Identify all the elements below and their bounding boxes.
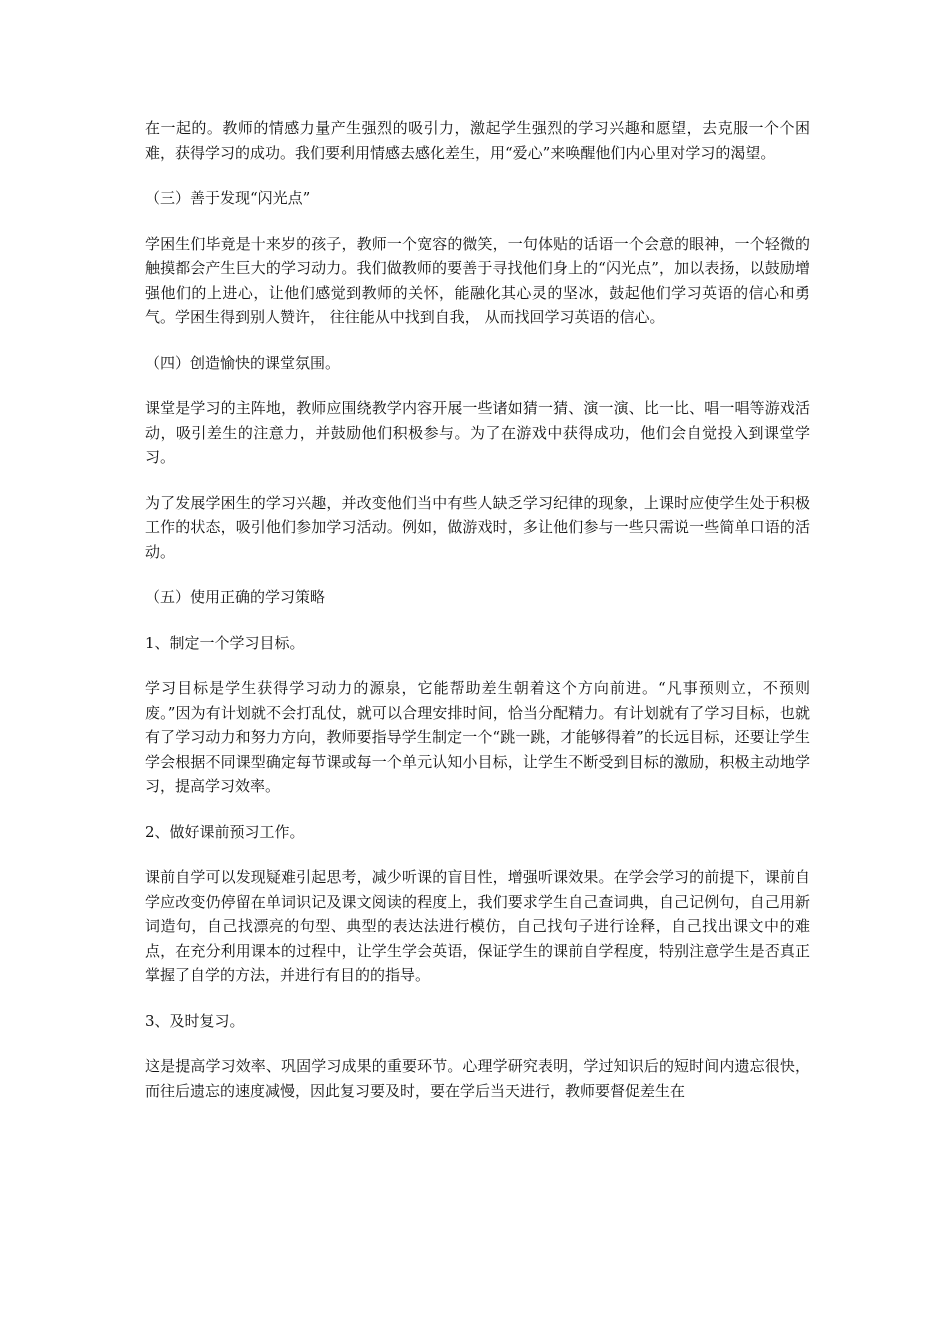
paragraph-classroom-games: 课堂是学习的主阵地，教师应围绕教学内容开展一些诸如猜一猜、演一演、比一比、唱一唱等游戏活动，吸引差生的注意力，并鼓励他们积极参与。为了在游戏中获得成功，他们会自觉投入到课堂学习。	[145, 399, 810, 466]
section-heading-4: （四）创造愉快的课堂氛围。	[145, 353, 341, 372]
paragraph-preview: 课前自学可以发现疑难引起思考，减少听课的盲目性，增强听课效果。在学会学习的前提下，课前自学应改变仍停留在单词识记及课文阅读的程度上，我们要求学生自己查词典，自己记例句，自己用新词造句，自己找漂亮的句型、典型的表达法进行模仿，自己找句子进行诠释，自己找出课文中的难点，在充分利用课本的过程中，让学生学会英语，保证学生的课前自学程度，特别注意学生是否真正掌握了自学的方法，并进行有目的的指导。	[145, 868, 810, 984]
subheading-1: 1、制定一个学习目标。	[145, 633, 305, 652]
paragraph-emotional-influence: 在一起的。教师的情感力量产生强烈的吸引力，激起学生强烈的学习兴趣和愿望，去克服一个个困难，获得学习的成功。我们要利用情感去感化差生，用“爱心”来唤醒他们内心里对学习的渴望。	[145, 119, 810, 162]
subheading-3: 3、及时复习。	[145, 1011, 245, 1030]
section-heading-3: （三）善于发现“闪光点”	[145, 189, 311, 207]
document-page	[145, 116, 810, 1124]
paragraph-learning-goals: 学习目标是学生获得学习动力的源泉，它能帮助差生朝着这个方向前进。“凡事预则立，不预则废。”因为有计划就不会打乱仗，就可以合理安排时间，恰当分配精力。有计划就有了学习目标，也就有了学习动力和努力方向，教师要指导学生制定一个“跳一跳，才能够得着”的长远目标，还要让学生学会根据不同课型确定每节课或每一个单元认知小目标，让学生不断受到目标的激励，积极主动地学习，提高学习效率。	[145, 679, 810, 795]
paragraph-shining-points: 学困生们毕竟是十来岁的孩子，教师一个宽容的微笑，一句体贴的话语一个会意的眼神，一个轻微的触摸都会产生巨大的学习动力。我们做教师的要善于寻找他们身上的“闪光点”，加以表扬，以鼓励增强他们的上进心，让他们感觉到教师的关怀，能融化其心灵的坚冰，鼓起他们学习英语的信心和勇气。学困生得到别人赞许， 往往能从中找到自我， 从而找回学习英语的信心。	[145, 234, 810, 326]
subheading-2: 2、做好课前预习工作。	[145, 822, 305, 841]
paragraph-review: 这是提高学习效率、巩固学习成果的重要环节。心理学研究表明，学过知识后的短时间内遗忘很快，而往后遗忘的速度减慢，因此复习要及时，要在学后当天进行，教师要督促差生在	[145, 1057, 810, 1100]
paragraph-learning-interest: 为了发展学困生的学习兴趣，并改变他们当中有些人缺乏学习纪律的现象，上课时应使学生处于积极工作的状态，吸引他们参加学习活动。例如，做游戏时，多让他们参与一些只需说一些简单口语的活动。	[145, 493, 810, 561]
section-heading-5: （五）使用正确的学习策略	[145, 588, 326, 606]
